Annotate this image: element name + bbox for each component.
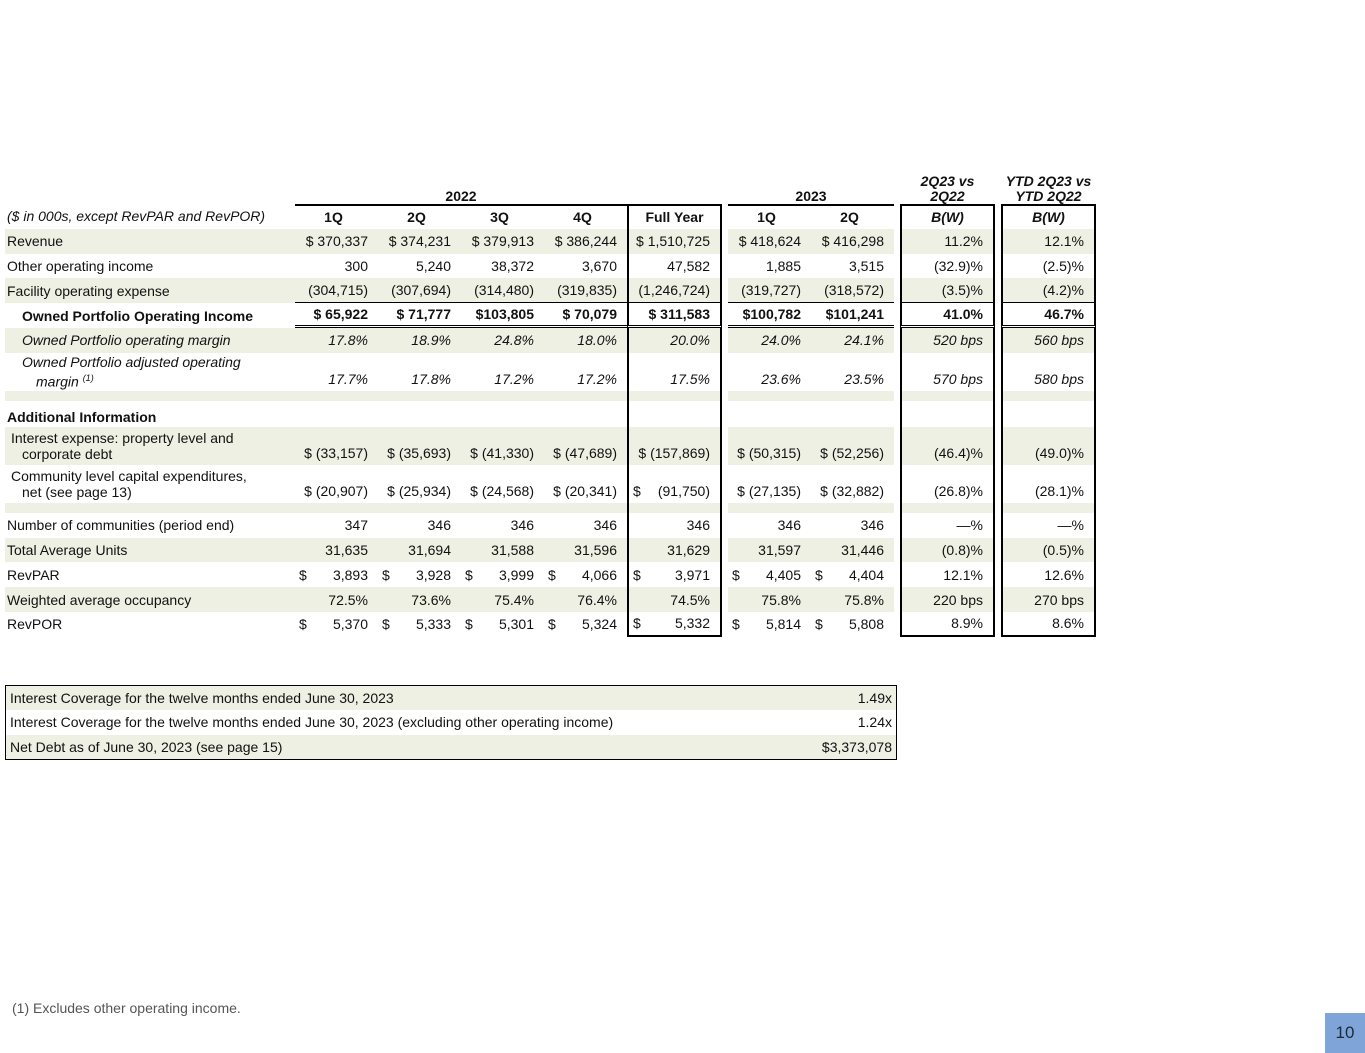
cell: —%	[1001, 513, 1096, 538]
cell: 346	[510, 517, 534, 534]
row-revpar	[5, 562, 1096, 587]
row-owned-operating-income	[5, 303, 1096, 328]
coverage-value: 1.24x	[857, 714, 892, 731]
cell: $ 5,301	[465, 616, 534, 633]
cell: 17.8%	[411, 370, 451, 387]
cell: $ (20,341)	[553, 482, 617, 499]
cell: $ (47,689)	[544, 427, 627, 465]
cell: 8.9%	[900, 612, 995, 637]
row-label	[5, 427, 295, 465]
cell: $ (35,693)	[378, 427, 461, 465]
row-interest-expense	[5, 427, 1096, 465]
cell: $ 70,079	[544, 303, 627, 328]
comp-ytd-header: YTD 2Q23 vs YTD 2Q22	[1005, 173, 1092, 204]
cell: $ (32,882)	[820, 482, 884, 499]
cell: $ 379,913	[461, 229, 544, 254]
year-2023-header: 2023	[795, 188, 827, 204]
row-label: Weighted average occupancy	[5, 587, 295, 612]
row-facility-expense	[5, 278, 1096, 303]
cell: 24.8%	[461, 328, 544, 353]
cell: 24.1%	[811, 328, 894, 353]
row-label: Number of communities (period end)	[7, 517, 235, 534]
coverage-table	[5, 685, 897, 760]
cell: 346	[627, 513, 722, 538]
cell: 17.2%	[494, 370, 534, 387]
cell: $ 311,583	[627, 303, 722, 328]
row-label: RevPAR	[7, 566, 60, 583]
cell: $ 71,777	[378, 303, 461, 328]
cell: (3.5)%	[900, 278, 995, 303]
cell: 580 bps	[1001, 353, 1096, 391]
cell: 41.0%	[900, 303, 995, 328]
cell: $100,782	[728, 303, 811, 328]
cell: $ 3,928	[382, 566, 451, 583]
cell: 3,515	[848, 257, 884, 274]
row-occupancy	[5, 587, 1096, 612]
cell: 31,588	[461, 538, 544, 563]
row-label: Total Average Units	[5, 538, 295, 563]
cell: 560 bps	[1001, 328, 1096, 353]
cell: 220 bps	[900, 587, 995, 612]
cell: 18.0%	[544, 328, 627, 353]
coverage-label: Interest Coverage for the twelve months ended June 30, 2023	[6, 686, 811, 711]
spacer-row	[5, 391, 1096, 401]
col-header-bw: B(W)	[900, 204, 995, 229]
cell: $ 3,999	[465, 566, 534, 583]
coverage-value: 1.49x	[811, 686, 897, 711]
row-label: Owned Portfolio Operating Income	[22, 307, 254, 324]
row-additional-info	[5, 401, 1096, 427]
coverage-value: $3,373,078	[811, 735, 897, 760]
cell: 73.6%	[378, 587, 461, 612]
col-header: 2Q	[378, 204, 461, 229]
cell: 12.1%	[900, 562, 995, 587]
row-label: Other operating income	[7, 257, 154, 274]
row-label: RevPOR	[7, 616, 63, 633]
cell: 11.2%	[900, 229, 995, 254]
row-label-line2: corporate debt	[22, 445, 113, 462]
cell: $ 374,231	[378, 229, 461, 254]
row-other-income	[5, 254, 1096, 279]
cell: $ 5,333	[382, 616, 451, 633]
cell: $ (20,907)	[304, 482, 368, 499]
cell: 17.5%	[627, 353, 722, 391]
cell: (1,246,724)	[627, 278, 722, 303]
col-header-full-year: Full Year	[627, 204, 722, 229]
cell: $ (25,934)	[387, 482, 451, 499]
cell: $ 5,370	[299, 616, 368, 633]
cell: 346	[777, 517, 801, 534]
coverage-label: Interest Coverage for the twelve months ended June 30, 2023 (excluding other operating income)	[10, 714, 614, 731]
cell: (2.5)%	[1001, 254, 1096, 279]
cell: 75.8%	[728, 587, 811, 612]
col-header: 2Q	[811, 204, 894, 229]
cell: (0.8)%	[900, 538, 995, 563]
units-note: ($ in 000s, except RevPAR and RevPOR)	[7, 208, 266, 225]
cell: $ 65,922	[295, 303, 378, 328]
cell: 300	[344, 257, 368, 274]
cell: 270 bps	[1001, 587, 1096, 612]
cell: $ (50,315)	[728, 427, 811, 465]
row-owned-operating-margin	[5, 328, 1096, 353]
cell: 23.6%	[761, 370, 801, 387]
cell: (28.1)%	[1001, 465, 1096, 503]
row-communities	[5, 513, 1096, 538]
cell: 346	[593, 517, 617, 534]
coverage-label: Net Debt as of June 30, 2023 (see page 15)	[6, 735, 811, 760]
cell: (318,572)	[811, 278, 894, 303]
cell: 1,885	[765, 257, 801, 274]
cell: 23.5%	[844, 370, 884, 387]
cell: (319,835)	[544, 278, 627, 303]
row-label-line1: Community level capital expenditures,	[11, 467, 247, 484]
cell: 31,597	[728, 538, 811, 563]
row-average-units	[5, 538, 1096, 563]
col-header-bw: B(W)	[1001, 204, 1096, 229]
cell: 520 bps	[900, 328, 995, 353]
cell: 46.7%	[1001, 303, 1096, 328]
footnote: (1) Excludes other operating income.	[12, 1000, 241, 1016]
cell: $ (91,750)	[627, 465, 722, 503]
comp-2q-header: 2Q23 vs 2Q22	[920, 173, 975, 204]
cell: $ (24,568)	[470, 482, 534, 499]
col-header: 1Q	[728, 204, 811, 229]
coverage-row	[6, 710, 897, 735]
row-label: Revenue	[5, 229, 295, 254]
cell: 17.8%	[295, 328, 378, 353]
coverage-row	[6, 735, 897, 760]
cell: $ 5,808	[815, 616, 884, 633]
cell: 76.4%	[544, 587, 627, 612]
cell: 31,635	[295, 538, 378, 563]
cell: 8.6%	[1001, 612, 1096, 637]
cell: $ 5,324	[548, 616, 617, 633]
cell: $ (33,157)	[295, 427, 378, 465]
cell: 74.5%	[627, 587, 722, 612]
cell: (46.4)%	[900, 427, 995, 465]
cell: 18.9%	[378, 328, 461, 353]
cell: 346	[860, 517, 884, 534]
cell: (32.9)%	[900, 254, 995, 279]
cell: $103,805	[461, 303, 544, 328]
cell: $ 5,814	[732, 616, 801, 633]
cell: 75.4%	[461, 587, 544, 612]
cell: $ 418,624	[728, 229, 811, 254]
cell: (49.0)%	[1001, 427, 1096, 465]
cell: $ 3,893	[299, 566, 368, 583]
cell: 347	[344, 517, 368, 534]
cell: —%	[900, 513, 995, 538]
year-2022-header: 2022	[445, 188, 477, 204]
quarter-header-row	[5, 204, 1096, 229]
cell: (307,694)	[378, 278, 461, 303]
col-header: 1Q	[295, 204, 378, 229]
cell: 31,446	[811, 538, 894, 563]
cell: 31,629	[627, 538, 722, 563]
cell: $ 386,244	[544, 229, 627, 254]
cell: $ 5,332	[627, 612, 722, 637]
cell: (0.5)%	[1001, 538, 1096, 563]
cell: 5,240	[415, 257, 451, 274]
row-label: Owned Portfolio operating margin	[5, 328, 295, 353]
cell: (314,480)	[461, 278, 544, 303]
cell: 72.5%	[295, 587, 378, 612]
cell: $ 416,298	[811, 229, 894, 254]
year-header-row	[5, 170, 1096, 204]
cell: (26.8)%	[900, 465, 995, 503]
row-revenue	[5, 229, 1096, 254]
cell: (319,727)	[728, 278, 811, 303]
cell: $ 370,337	[295, 229, 378, 254]
cell: 570 bps	[900, 353, 995, 391]
cell: $ (157,869)	[627, 427, 722, 465]
cell: (4.2)%	[1001, 278, 1096, 303]
cell: 31,596	[544, 538, 627, 563]
cell: $ (52,256)	[811, 427, 894, 465]
cell: $ 3,971	[627, 562, 722, 587]
cell: 31,694	[378, 538, 461, 563]
cell: 47,582	[627, 254, 722, 279]
cell: $ (41,330)	[461, 427, 544, 465]
row-label-line2: net (see page 13)	[22, 483, 132, 500]
cell: $ (27,135)	[737, 482, 801, 499]
row-label	[5, 465, 295, 503]
cell: 20.0%	[627, 328, 722, 353]
row-capex	[5, 465, 1096, 503]
dollar-sign: $	[633, 482, 641, 499]
cell: 17.2%	[577, 370, 617, 387]
col-header: 3Q	[461, 204, 544, 229]
cell: 12.1%	[1001, 229, 1096, 254]
cell: 3,670	[581, 257, 617, 274]
row-label: Facility operating expense	[5, 278, 295, 303]
cell: $ 4,405	[732, 566, 801, 583]
row-adjusted-operating-margin	[5, 353, 1096, 391]
cell: (304,715)	[295, 278, 378, 303]
section-heading: Additional Information	[7, 408, 157, 425]
row-label	[5, 353, 295, 391]
cell: 38,372	[491, 257, 534, 274]
row-label-line1: Owned Portfolio adjusted operating	[22, 353, 241, 370]
col-header: 4Q	[544, 204, 627, 229]
cell: $ 4,066	[548, 566, 617, 583]
cell: $ 1,510,725	[627, 229, 722, 254]
cell: 12.6%	[1001, 562, 1096, 587]
cell: $ 4,404	[815, 566, 884, 583]
row-label-line2: margin	[36, 373, 79, 390]
row-revpor	[5, 612, 1096, 637]
footnote-marker: (1)	[82, 372, 94, 383]
coverage-row	[6, 686, 897, 711]
page-number: 10	[1325, 1013, 1365, 1053]
cell: $101,241	[811, 303, 894, 328]
spacer-row	[5, 503, 1096, 513]
cell: 346	[427, 517, 451, 534]
cell: 24.0%	[728, 328, 811, 353]
financial-summary-table	[5, 170, 1096, 637]
row-label-line1: Interest expense: property level and	[11, 429, 234, 446]
cell: 17.7%	[328, 370, 368, 387]
cell: 75.8%	[811, 587, 894, 612]
